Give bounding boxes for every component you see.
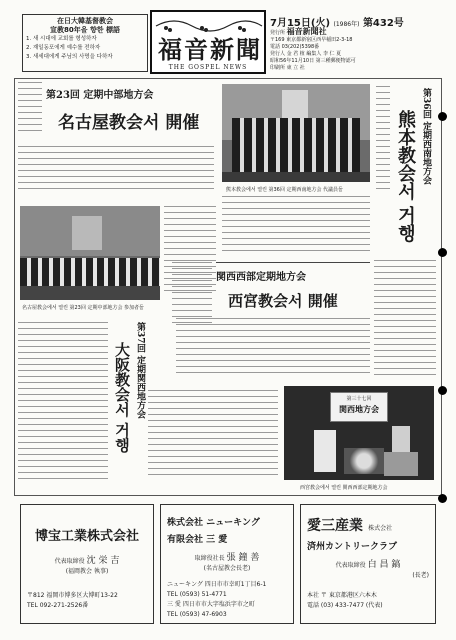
motto-item: 3. 새세대에게 주님의 사명을 다하자 [26,54,113,60]
kansai-kicker: 第37回 定期関西地方会 [135,322,145,419]
ad-newking-rep [167,553,287,564]
motto-item: 2. 재일동포에게 예수를 전하자 [26,45,101,51]
ad-hakuho-address: 〒812 福岡市博多区大博町13-22 [27,592,118,599]
chubu-caption: 名古屋教会에서 열린 第23回 定期中部地方会 参加者들 [22,305,144,311]
ad-newking-note: (名古屋教会長老) [203,565,251,572]
kansai-seibu-body-text [176,318,370,380]
issue-year: (1986年) [333,21,360,28]
kansai-lower-text [148,390,278,486]
rep-name: 白 昌 鎬 [367,560,401,570]
ad-hakuho-name: 博宝工業株式会社 [34,529,139,544]
ad-aisan-tel: 電話 (03) 433-7477 (代表) [307,602,383,609]
ad-newking-line1: ニューキング 四日市市幸町1丁目6-1 [167,581,267,588]
publisher-line: 〒169 東京都新宿区西早稲田2-3-18 [270,37,353,43]
ad-newking-company1: 株式会社 ニューキング [167,518,260,528]
motto-box [22,14,148,72]
ad-aisan [300,504,436,624]
banner-line-1: 第三十七回 [346,396,372,402]
ad-newking-company2: 有限会社 三 愛 [167,535,228,545]
rep-label: 取締役社長 [194,555,225,562]
ad-aisan-name: 愛三産業 [307,518,363,534]
chubu-body-text [18,146,214,200]
newspaper-title: 福音新聞 [158,35,262,64]
binding-hole [438,248,447,257]
seinan-side-text [376,86,390,196]
ad-aisan-club: 済州カントリークラブ [307,542,398,552]
kansai-body-text [18,322,108,486]
ad-hakuho-rep [27,556,147,567]
rep-label: 代表取締役 [54,558,85,565]
kansai-caption: 西宮教会에서 열린 関西西部定期地方会 [300,485,388,491]
seinan-body-text [222,196,370,258]
issue-date: 7月15日(火) [270,18,331,29]
seinan-caption: 熊本教会에서 열린 第36回 定期西南地方会 代議員들 [226,187,343,193]
publisher-line: 昭和56年11月10日 第三種郵便物認可 [270,58,356,64]
publisher-line: 発行人 金 君 植 編集人 李 仁 夏 [270,51,342,57]
publisher-label: 発行所 [270,30,286,36]
divider-rule [216,262,370,263]
ad-newking-line3: 三 愛 四日市市大字塩浜字市之町 [167,601,255,608]
issue-number: 第432号 [362,18,404,29]
seinan-photo [222,84,370,182]
ad-hakuho [20,504,154,624]
seinan-lower-text [374,260,436,384]
seinan-headline: 熊本教会서 거행 [395,110,416,243]
ad-hakuho-note: (福岡教会 執事) [65,568,109,575]
ad-aisan-title [307,515,429,535]
publisher-line: 印刷所 東 立 社 [270,65,305,71]
motto-subtitle: 宣教80年을 향한 標語 [50,26,120,34]
rep-label: 代表取締役 [335,562,366,569]
chubu-text-block [18,82,42,140]
chubu-headline: 名古屋教会서 開催 [58,113,200,133]
binding-hole [438,386,447,395]
binding-hole [438,112,447,121]
banner-line-2: 関西地方会 [339,404,379,414]
kansai-headline: 大阪教会서 거행 [113,342,131,453]
ad-newking [160,504,294,624]
ad-newking-line2: TEL (0593) 51-4771 [167,591,227,598]
kansai-photo [284,386,434,480]
ad-aisan-address: 本社 〒 東京都港区六本木 [307,592,377,599]
ad-hakuho-tel: TEL 092-271-2526番 [27,602,89,609]
ad-aisan-rep [307,560,429,571]
kansai-seibu-headline: 西宮教会서 開催 [228,292,338,310]
rep-name: 沈 栄 吉 [86,556,120,566]
kansai-seibu-kicker: 関西西部定期地方会 [216,272,306,283]
chubu-photo [20,206,160,300]
publisher-name: 福音新聞社 [286,27,327,36]
newspaper-logo [150,10,266,74]
newspaper-subtitle: THE GOSPEL NEWS [168,64,248,71]
motto-title: 在日大韓基督教会 [57,17,113,25]
chubu-kicker: 第23回 定期中部地方会 [46,90,154,101]
publisher-line: 電話 03(202)5398番 [270,44,320,50]
motto-item: 1. 새 시대에 교회를 형성하자 [26,36,97,42]
ad-aisan-suffix: 株式会社 [368,525,393,532]
binding-hole [438,494,447,503]
rep-name: 張 鐘 善 [226,553,260,563]
ad-aisan-note: (長老) [412,572,429,579]
ad-newking-line4: TEL (0593) 47-6903 [167,611,227,618]
seinan-kicker: 第36回 定期西南地方会 [421,88,431,185]
publisher-info [270,28,446,72]
